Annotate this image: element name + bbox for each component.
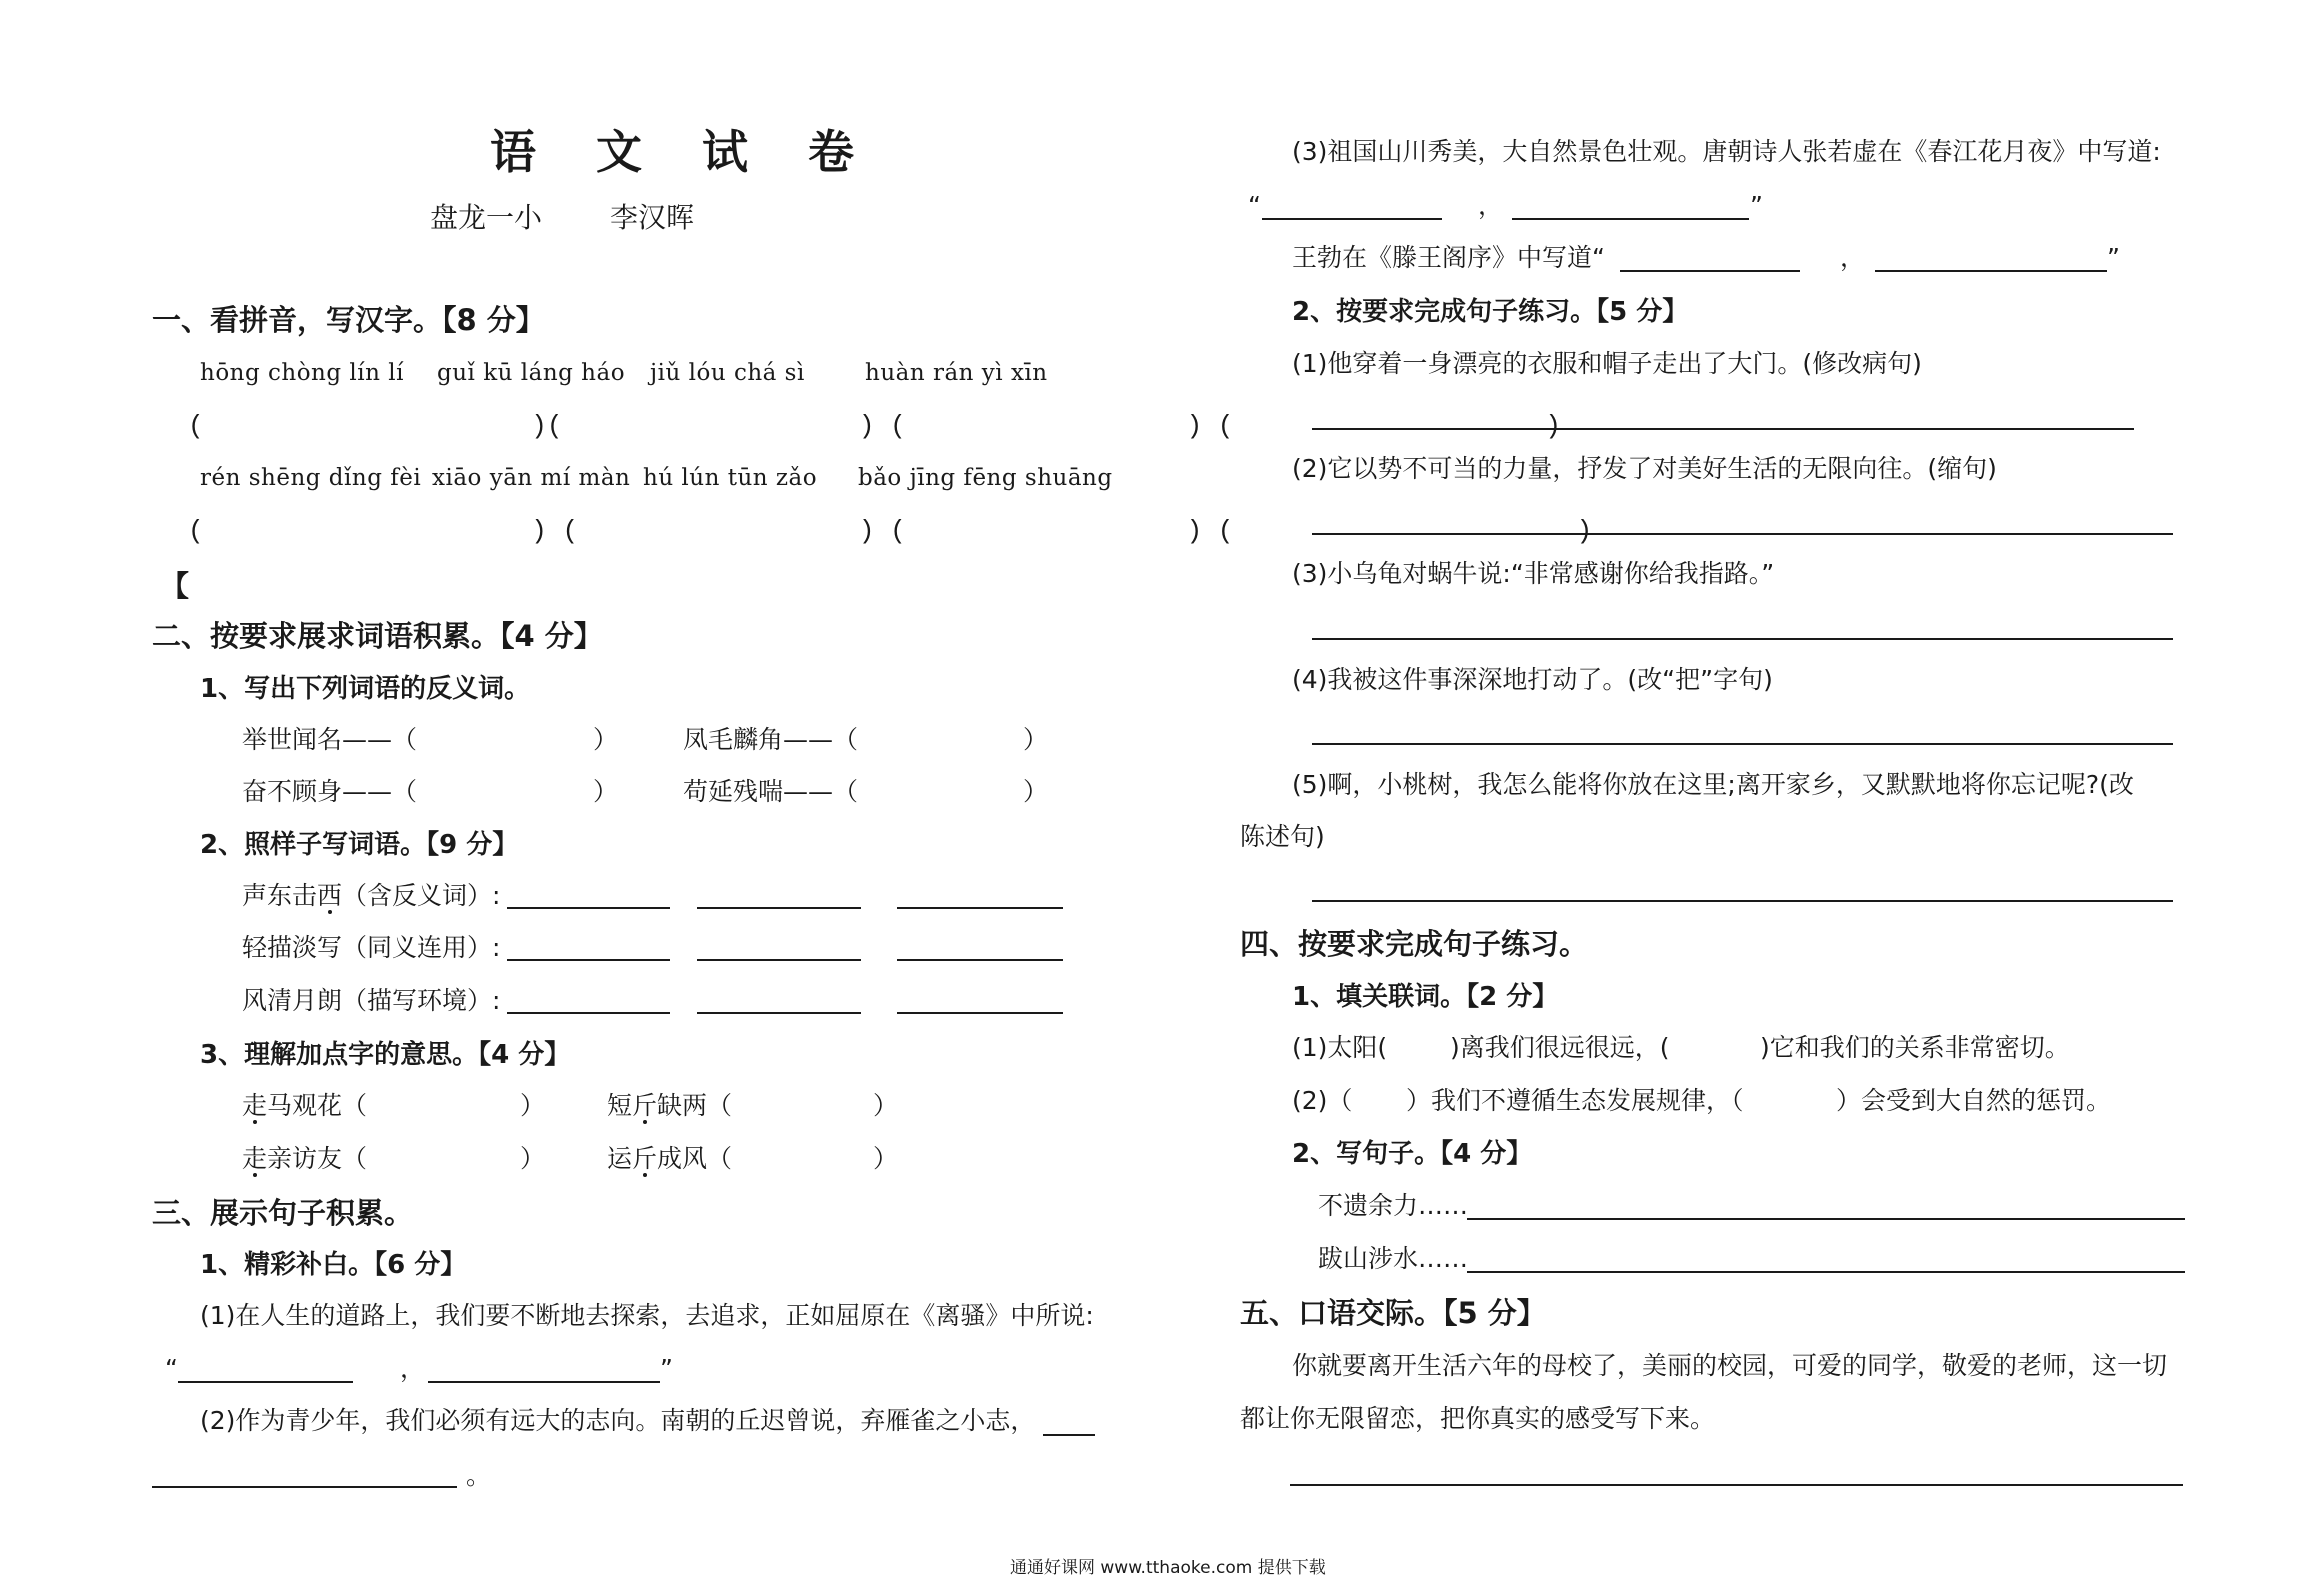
sentence-practice-heading: 2、按要求完成句子练习。【5 分】	[1292, 297, 1689, 327]
footer-credit: 通通好课网 www.tthaoke.com 提供下载	[1010, 1558, 1326, 1578]
antonym-item-3: 奋不顾身——（	[242, 777, 418, 806]
s4-q2-heading: 2、写句子。【4 分】	[1292, 1139, 1533, 1169]
conjunction-1b: )离我们很远很远，(	[1450, 1033, 1670, 1062]
blank-line	[1875, 270, 2107, 272]
meaning-item-4: 运斤成风（	[607, 1144, 733, 1173]
antonym-item-1: 举世闻名——（	[242, 725, 418, 754]
paren-close: ）	[593, 777, 619, 806]
blank-line	[697, 959, 861, 961]
s2-q1-heading: 1、写出下列词语的反义词。	[200, 674, 531, 704]
sentence-item-5-cont: 陈述句)	[1240, 822, 1325, 851]
sentence-item-5: (5)啊，小桃树，我怎么能将你放在这里;离开家乡，又默默地将你忘记呢?(改	[1292, 770, 2134, 799]
fill-item-3: (3)祖国山川秀美，大自然景色壮观。唐朝诗人张若虚在《春江花月夜》中写道:	[1292, 137, 2161, 166]
blank-line	[1620, 270, 1800, 272]
section-2-heading: 二、按要求展求词语积累。【4 分】	[152, 619, 603, 653]
sentence-item-1: (1)他穿着一身漂亮的衣服和帽子走出了大门。(修改病句)	[1292, 349, 1922, 378]
answer-line	[1312, 638, 2173, 640]
answer-line	[1312, 900, 2173, 902]
fill-item-1: (1)在人生的道路上，我们要不断地去探索，去追求，正如屈原在《离骚》中所说:	[200, 1301, 1094, 1330]
blank-line	[507, 1012, 670, 1014]
blank-line	[897, 907, 1063, 909]
pinyin-3: jiǔ lóu chá sì	[650, 360, 805, 386]
answer-line	[1290, 1484, 2183, 1486]
conjunction-1a: (1)太阳(	[1292, 1033, 1388, 1062]
section-5-heading: 五、口语交际。【5 分】	[1240, 1296, 1546, 1330]
blank-line	[897, 1012, 1063, 1014]
s2-q3-heading: 3、理解加点字的意思。【4 分】	[200, 1040, 571, 1070]
fill-item-2-end: 。	[466, 1461, 492, 1490]
blank-line	[1262, 218, 1442, 220]
fill-item-2: (2)作为青少年，我们必须有远大的志向。南朝的丘迟曾说，弃雁雀之小志，	[200, 1406, 1036, 1435]
stray-bracket: 【	[160, 569, 190, 603]
paren-close: ）	[520, 1091, 546, 1120]
conjunction-2a: (2)（	[1292, 1086, 1353, 1115]
meaning-item-2: 短斤缺两（	[607, 1091, 733, 1120]
answer-line	[1467, 1271, 2185, 1273]
sentence-item-2: (2)它以势不可当的力量，抒发了对美好生活的无限向往。(缩句)	[1292, 454, 1997, 483]
paren-close: ）	[873, 1091, 899, 1120]
paren-close: ）	[1023, 777, 1049, 806]
quote-close: ”	[660, 1354, 673, 1383]
blank-line	[428, 1381, 660, 1383]
quote-open: “	[165, 1354, 178, 1383]
paren-close: ）	[520, 1144, 546, 1173]
answer-line	[1312, 743, 2173, 745]
answer-box-row2: ( ) ( ) ( ) ( )	[188, 516, 1593, 546]
oral-prompt-2: 都让你无限留恋，把你真实的感受写下来。	[1240, 1404, 1716, 1433]
meaning-item-3: 走亲访友（	[242, 1144, 368, 1173]
blank-line	[152, 1486, 457, 1488]
pattern-item-1: 声东击西（含反义词）:	[242, 881, 501, 910]
author-name: 李汉晖	[610, 201, 695, 234]
answer-line	[1312, 533, 2173, 535]
pattern-item-2: 轻描淡写（同义连用）:	[242, 933, 501, 962]
pattern-item-3: 风清月朗（描写环境）:	[242, 986, 501, 1015]
pinyin-6: xiāo yān mí màn	[432, 465, 631, 491]
pinyin-7: hú lún tūn zǎo	[643, 465, 818, 491]
exam-title: 语 文 试 卷	[490, 125, 877, 179]
answer-line	[1467, 1218, 2185, 1220]
oral-prompt-1: 你就要离开生活六年的母校了，美丽的校园，可爱的同学，敬爱的老师，这一切	[1292, 1351, 2168, 1380]
conjunction-2c: ）会受到大自然的惩罚。	[1836, 1086, 2112, 1115]
answer-line	[1312, 428, 2134, 430]
s2-q2-heading: 2、照样子写词语。【9 分】	[200, 830, 519, 860]
comma: ，	[1840, 243, 1866, 272]
section-4-heading: 四、按要求完成句子练习。	[1240, 927, 1589, 961]
sentence-item-3: (3)小乌龟对蜗牛说:“非常感谢你给我指路。”	[1292, 559, 1775, 588]
pinyin-5: rén shēng dǐng fèi	[200, 465, 422, 491]
conjunction-2b: ）我们不遵循生态发展规律，（	[1406, 1086, 1744, 1115]
conjunction-1c: )它和我们的关系非常密切。	[1760, 1033, 2070, 1062]
blank-line	[178, 1381, 353, 1383]
school-name: 盘龙一小	[430, 201, 543, 234]
pinyin-2: guǐ kū láng háo	[437, 360, 626, 386]
answer-box-row1: ( )( ) ( ) ( )	[188, 411, 1562, 441]
paren-close: ）	[873, 1144, 899, 1173]
sentence-item-4: (4)我被这件事深深地打动了。(改“把”字句)	[1292, 665, 1773, 694]
blank-line	[697, 907, 861, 909]
pinyin-1: hōng chòng lín lí	[200, 360, 404, 386]
paren-close: ）	[1023, 725, 1049, 754]
pinyin-8: bǎo jīng fēng shuāng	[858, 465, 1113, 491]
quote-close: ”	[2107, 243, 2120, 272]
section-1-heading: 一、看拼音，写汉字。【8 分】	[152, 303, 545, 337]
s4-q1-heading: 1、填关联词。【2 分】	[1292, 982, 1559, 1012]
section-3-heading: 三、展示句子积累。	[152, 1196, 414, 1230]
blank-line	[1043, 1434, 1095, 1436]
comma: ，	[1478, 191, 1504, 220]
fill-item-3b: 王勃在《滕王阁序》中写道“	[1292, 243, 1605, 272]
antonym-item-2: 凤毛麟角——（	[683, 725, 859, 754]
comma: ，	[400, 1354, 426, 1383]
blank-line	[507, 959, 670, 961]
write-item-2: 跋山涉水……	[1318, 1244, 1469, 1273]
quote-close: ”	[1750, 191, 1763, 220]
quote-open: “	[1248, 191, 1261, 220]
antonym-item-4: 苟延残喘——（	[683, 777, 859, 806]
blank-line	[897, 959, 1063, 961]
write-item-1: 不遗余力……	[1318, 1191, 1469, 1220]
paren-close: ）	[593, 725, 619, 754]
blank-line	[507, 907, 670, 909]
blank-line	[697, 1012, 861, 1014]
pinyin-4: huàn rán yì xīn	[865, 360, 1048, 386]
s3-q1-heading: 1、精彩补白。【6 分】	[200, 1250, 467, 1280]
blank-line	[1512, 218, 1749, 220]
meaning-item-1: 走马观花（	[242, 1091, 368, 1120]
